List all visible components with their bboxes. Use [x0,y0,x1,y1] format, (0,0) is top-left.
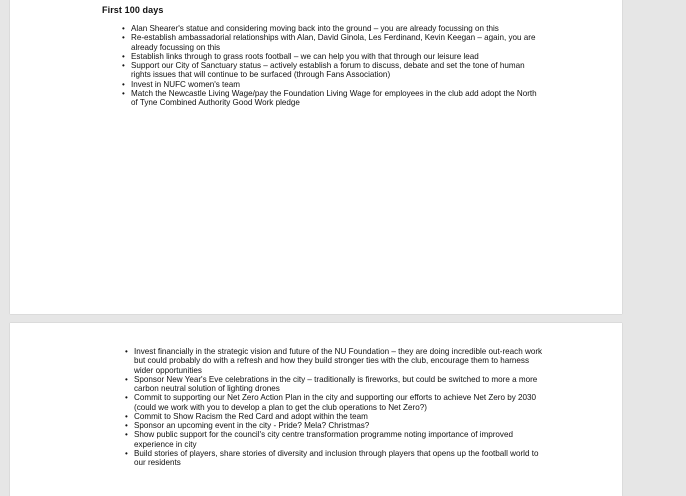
list-item [122,61,542,80]
list-item [125,347,545,375]
bullet-icon: • [122,79,125,89]
bullet-icon: • [125,421,128,430]
list-item-text: Show public support for the council's city centre transformation programme noting importance of improved experience in city [134,430,513,449]
bullet-icon: • [122,24,125,33]
bullet-icon: • [125,347,128,356]
list-item-text: Support our City of Sanctuary status – actively establish a forum to discuss, debate and set the tone of human rights issues that will continue to be surfaced (through Fans Association) [131,61,525,80]
list-item-text: Commit to supporting our Net Zero Action Plan in the city and supporting our efforts to achieve Net Zero by 2030 (could we work with you to develop a plan to get the club operations to Net Zero?) [134,393,537,412]
list-item [125,375,545,394]
section-title: First 100 days [102,5,164,15]
bullet-icon: • [122,88,125,98]
list-item-text: Build stories of players, share stories of diversity and inclusion through players that opens up the football world to our residents [134,448,539,467]
list-item-text: Re-establish ambassadorial relationships with Alan, David Ginola, Les Ferdinand, Kevin Keegan – again, you are already focussing on this [131,33,536,52]
list-item-text: Commit to Show Racism the Red Card and adopt within the team [134,411,368,421]
bullet-icon: • [122,33,125,43]
list-item [125,412,545,421]
bullet-icon: • [125,393,128,403]
bullet-list-continued [125,347,545,467]
list-item [122,52,542,61]
document-page-1 [10,0,622,314]
document-page-2 [10,323,622,496]
list-item [125,421,545,430]
list-item-text: Alan Shearer's statue and considering moving back into the ground – you are already focussing on this [131,24,499,33]
list-item-text: Invest financially in the strategic vision and future of the NU Foundation – they are doing incredible out-reach work but could probably do with a refresh and how they build stronger ties with the club, encourage them to harness wider opportunities [134,347,543,375]
bullet-icon: • [125,411,128,421]
bullet-icon: • [125,448,128,458]
list-item-text: Match the Newcastle Living Wage/pay the Foundation Living Wage for employees in the club add adopt the North of Tyne Combined Authority Good Work pledge [131,88,537,107]
list-item-text: Invest in NUFC women's team [131,79,241,89]
list-item-text: Sponsor New Year's Eve celebrations in the city – traditionally is fireworks, but could be switched to more a more carbon neutral solution of lighting drones [134,374,538,393]
list-item [122,33,542,52]
list-item [122,80,542,89]
list-item [122,89,542,108]
list-item [125,430,545,449]
list-item [125,449,545,468]
list-item-text: Sponsor an upcoming event in the city - Pride? Mela? Christmas? [134,421,370,430]
list-item [122,24,542,33]
bullet-list-first-100-days [122,24,542,107]
bullet-icon: • [122,61,125,70]
list-item [125,393,545,412]
bullet-icon: • [125,430,128,440]
bullet-icon: • [125,374,128,384]
bullet-icon: • [122,51,125,61]
list-item-text: Establish links through to grass roots football – we can help you with that through our leisure lead [131,51,479,61]
